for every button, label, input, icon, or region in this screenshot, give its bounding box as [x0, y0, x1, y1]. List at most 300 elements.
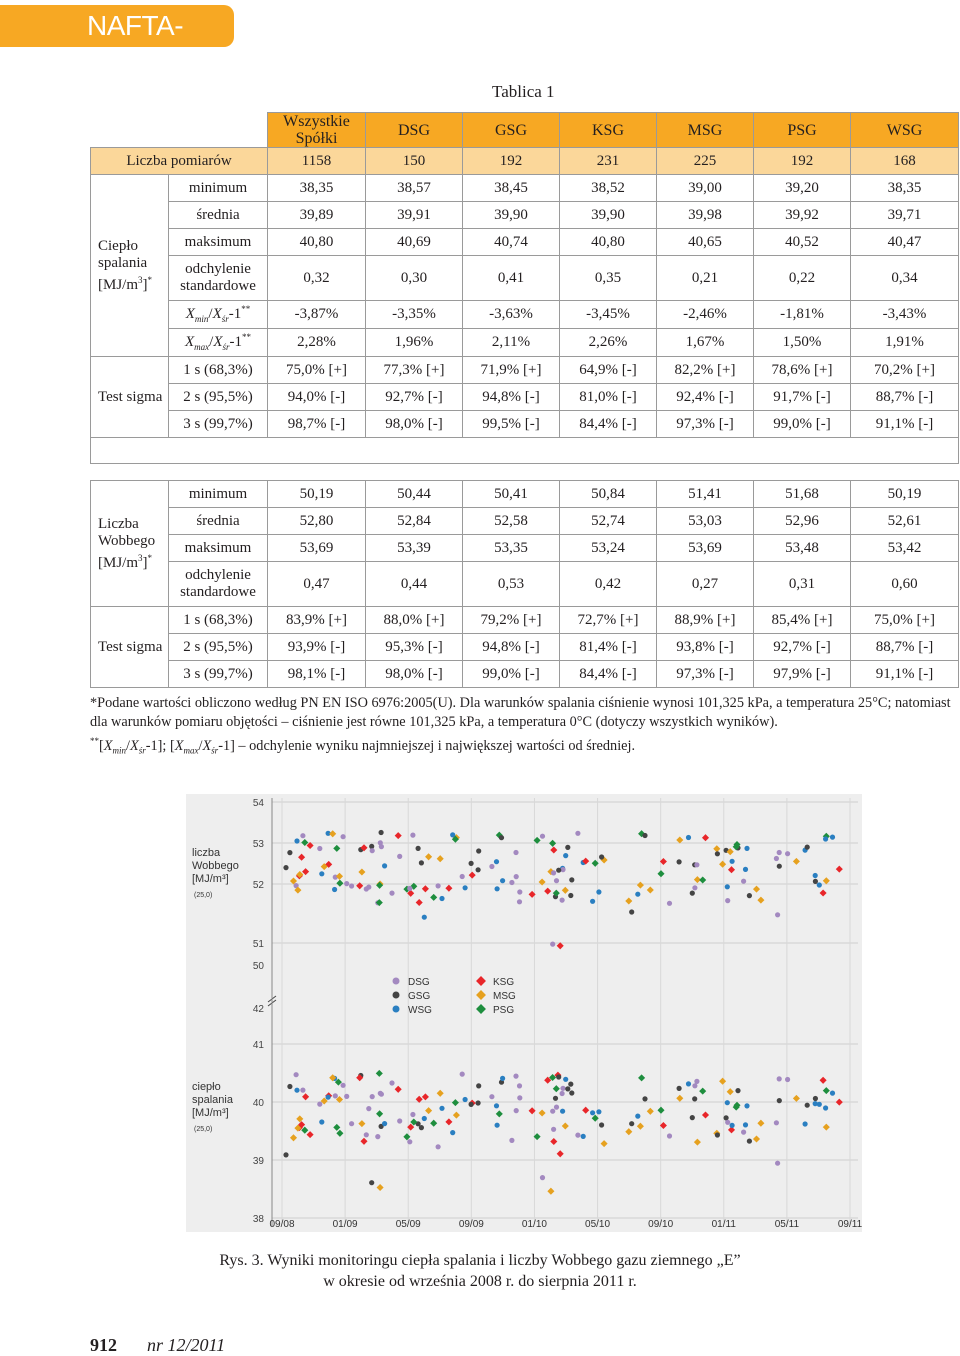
data-point	[407, 886, 412, 891]
data-point	[419, 860, 424, 865]
data-point	[539, 1109, 546, 1116]
data-point	[694, 862, 699, 867]
x-tick-label: 05/11	[774, 1219, 800, 1230]
spacer-row	[91, 438, 959, 464]
data-point	[489, 864, 494, 869]
data-point	[647, 1108, 654, 1115]
wobbe-tick-label: 54	[252, 798, 264, 809]
data-point	[439, 1106, 444, 1111]
issue-number: nr 12/2011	[147, 1335, 226, 1355]
data-point	[290, 1134, 297, 1141]
data-point	[747, 893, 752, 898]
data-point	[540, 834, 545, 839]
heat-tick-label: 41	[252, 1040, 264, 1051]
data-point	[625, 1128, 632, 1135]
data-point	[642, 1096, 647, 1101]
data-point	[657, 1107, 664, 1114]
data-point	[699, 876, 706, 883]
data-point	[657, 870, 664, 877]
data-point	[294, 1072, 299, 1077]
data-point	[692, 885, 697, 890]
data-point	[376, 1110, 383, 1117]
data-point	[344, 881, 349, 886]
legend-marker	[476, 1004, 486, 1014]
table-row: odchylenie standardowe 0,32 0,30 0,41 0,35 0,21 0,22 0,34	[91, 256, 959, 301]
data-point	[676, 836, 683, 843]
data-point	[637, 1123, 644, 1130]
x-tick-label: 09/08	[269, 1219, 295, 1230]
data-point	[307, 1131, 314, 1138]
data-point	[582, 1107, 589, 1114]
data-point	[436, 883, 441, 888]
data-point	[317, 846, 322, 851]
data-point	[690, 891, 695, 896]
wobbe-tick-label: 53	[252, 839, 264, 850]
heat-tick-label: 40	[252, 1098, 264, 1109]
data-point	[590, 1110, 595, 1115]
data-point	[317, 1102, 322, 1107]
chart-legend	[393, 976, 517, 1016]
data-point	[550, 1138, 557, 1145]
col-header: KSG	[560, 113, 657, 148]
data-point	[562, 887, 569, 894]
table-row: Test sigma 1 s (68,3%) 83,9% [+] 88,0% [+] 79,2% [+] 72,7% [+] 88,9% [+] 85,4% [+] 75,0% [+]	[91, 607, 959, 634]
wobbe-tick-label: 50	[252, 961, 264, 972]
x-tick-label: 09/09	[458, 1219, 484, 1230]
data-point	[777, 864, 782, 869]
data-point	[333, 1124, 340, 1131]
data-point	[629, 1121, 634, 1126]
data-point	[725, 1100, 730, 1105]
data-point	[369, 1180, 374, 1185]
data-point	[550, 1109, 555, 1114]
data-point	[382, 1121, 387, 1126]
chart-ticks	[253, 798, 862, 1230]
data-point	[830, 1091, 835, 1096]
data-point	[302, 868, 309, 875]
data-point	[830, 835, 835, 840]
table-notes	[90, 694, 958, 761]
data-point	[499, 835, 504, 840]
data-point	[469, 872, 476, 879]
data-point	[741, 1130, 746, 1135]
data-point	[741, 879, 746, 884]
data-point	[378, 840, 383, 845]
data-point	[813, 879, 818, 884]
page-footer	[90, 1335, 225, 1356]
data-point	[637, 882, 644, 889]
data-point	[813, 1096, 818, 1101]
data-point	[551, 1127, 556, 1132]
col-header: DSG	[366, 113, 463, 148]
data-point	[715, 851, 720, 856]
data-point	[422, 915, 427, 920]
data-point	[395, 1086, 402, 1093]
table-caption: Tablica 1	[492, 82, 555, 101]
xmin-label: $X_{min}/X_{śr}-1^{**}$	[169, 301, 268, 329]
data-point	[725, 884, 730, 889]
results-table-wobbe	[90, 480, 959, 688]
data-point	[686, 835, 691, 840]
data-point	[690, 1115, 695, 1120]
data-point	[407, 1139, 412, 1144]
data-point	[775, 1161, 780, 1166]
col-header: PSG	[754, 113, 851, 148]
data-point	[437, 1090, 444, 1097]
data-point	[735, 1088, 740, 1093]
legend-marker	[393, 992, 400, 999]
data-point	[715, 1132, 720, 1137]
data-point	[416, 846, 421, 851]
legend-label: MSG	[493, 991, 516, 1002]
table-row: 2 s (95,5%) 93,9% [-] 95,3% [-] 94,8% [-] 81,4% [-] 93,8% [-] 92,7% [-] 88,7% [-]	[91, 634, 959, 661]
data-point	[836, 866, 843, 873]
data-point	[349, 1121, 354, 1126]
data-point	[296, 1115, 303, 1122]
data-point	[389, 891, 394, 896]
data-point	[813, 1101, 818, 1106]
legend-label: DSG	[408, 977, 430, 988]
data-point	[747, 1139, 752, 1144]
col-header: GSG	[463, 113, 560, 148]
data-point	[453, 1112, 460, 1119]
table-row: odchylenie standardowe 0,47 0,44 0,53 0,42 0,27 0,31 0,60	[91, 562, 959, 607]
data-point	[635, 1114, 640, 1119]
data-point	[635, 892, 640, 897]
data-point	[725, 1120, 730, 1125]
data-point	[378, 1091, 383, 1096]
data-point	[777, 1098, 782, 1103]
note-1: *Podane wartości obliczono według PN EN ISO 6976:2005(U). Dla warunków spalania ciśnienie wynosi 101,325 kPa, a temperatura 25°C; natomiast dla warunków pomiaru objętości – ciśnienie jest równe 101,325 kPa, a temperatura 0°C (dotyczy wszystkich wyników).	[90, 695, 951, 730]
data-point	[476, 1083, 481, 1088]
heat-axis-title: spalania	[192, 1094, 233, 1106]
data-point	[517, 1095, 522, 1100]
wobbe-axis-title: Wobbego	[192, 860, 239, 872]
data-point	[422, 885, 429, 892]
data-point	[495, 1123, 500, 1128]
chart-svg	[186, 794, 862, 1232]
data-point	[817, 882, 822, 887]
x-tick-label: 01/09	[332, 1219, 358, 1230]
data-point	[823, 1105, 828, 1110]
data-point	[775, 912, 780, 917]
table-row: średnia 39,89 39,91 39,90 39,90 39,98 39,92 39,71	[91, 202, 959, 229]
wobbe-tick-label: 52	[252, 880, 264, 891]
data-point	[360, 1138, 367, 1145]
x-tick-label: 09/11	[837, 1219, 862, 1230]
table-row: 3 s (99,7%) 98,1% [-] 98,0% [-] 99,0% [-] 84,4% [-] 97,3% [-] 97,9% [-] 91,1% [-]	[91, 661, 959, 688]
data-point	[730, 859, 735, 864]
x-tick-label: 01/10	[521, 1219, 547, 1230]
x-tick-label: 05/09	[395, 1219, 421, 1230]
data-point	[551, 870, 556, 875]
data-point	[469, 861, 474, 866]
data-point	[319, 1119, 324, 1124]
data-point	[517, 889, 522, 894]
data-point	[554, 1105, 559, 1110]
data-point	[358, 868, 365, 875]
data-point	[333, 1093, 338, 1098]
data-point	[677, 859, 682, 864]
data-point	[332, 887, 337, 892]
col-header: MSG	[657, 113, 754, 148]
data-point	[777, 1076, 782, 1081]
data-point	[699, 1088, 706, 1095]
data-point	[494, 859, 499, 864]
data-point	[425, 853, 432, 860]
data-point	[556, 868, 561, 873]
x-tick-label: 09/10	[648, 1219, 674, 1230]
test-sigma-label: Test sigma	[91, 357, 169, 438]
data-point	[389, 1080, 394, 1085]
data-point	[596, 1109, 601, 1114]
data-point	[430, 894, 437, 901]
data-point	[757, 1120, 764, 1127]
data-point	[422, 1093, 429, 1100]
data-point	[283, 865, 288, 870]
data-point	[410, 833, 415, 838]
data-point	[416, 899, 423, 906]
data-point	[550, 942, 555, 947]
count-row: Liczba pomiarów 1158 150 192 231 225 192 168	[91, 148, 959, 175]
data-point	[692, 1096, 697, 1101]
data-point	[785, 1077, 790, 1082]
table-row: maksimum 53,69 53,39 53,35 53,24 53,69 53,48 53,42	[91, 535, 959, 562]
data-point	[560, 1091, 565, 1096]
data-point	[300, 833, 305, 838]
data-point	[667, 901, 672, 906]
data-point	[419, 1125, 424, 1130]
table-row: 3 s (99,7%) 98,7% [-] 98,0% [-] 99,5% [-] 84,4% [-] 97,3% [-] 99,0% [-] 91,1% [-]	[91, 411, 959, 438]
data-point	[397, 854, 402, 859]
data-point	[397, 1118, 402, 1123]
data-point	[554, 878, 559, 883]
data-point	[599, 854, 604, 859]
data-point	[376, 1070, 383, 1077]
group-label: Liczba Wobbego $[MJ/m^3]^*$	[91, 481, 169, 607]
data-point	[509, 1138, 514, 1143]
data-point	[410, 1112, 415, 1117]
data-point	[294, 838, 299, 843]
data-point	[803, 1121, 808, 1126]
table-row: $X_{min}/X_{śr}-1^{**}$ -3,87% -3,35% -3,63% -3,45% -2,46% -1,81% -3,43%	[91, 301, 959, 329]
header-row	[91, 113, 959, 148]
data-point	[300, 1088, 305, 1093]
data-point	[694, 1079, 699, 1084]
data-point	[553, 1096, 558, 1101]
data-point	[774, 856, 779, 861]
chart-axis-labels	[192, 847, 239, 1133]
chart-gridlines	[268, 798, 858, 1226]
data-point	[686, 1081, 691, 1086]
data-point	[341, 1083, 346, 1088]
data-point	[702, 1111, 709, 1118]
data-point	[463, 1097, 468, 1102]
data-point	[514, 1108, 519, 1113]
data-point	[509, 880, 514, 885]
data-point	[727, 1088, 734, 1095]
data-point	[344, 1094, 349, 1099]
wobbe-axis-ref: (25,0)	[194, 892, 213, 899]
data-point	[647, 886, 654, 893]
data-point	[757, 897, 764, 904]
data-point	[728, 866, 735, 873]
data-point	[382, 863, 387, 868]
data-point	[329, 830, 336, 837]
data-point	[377, 1184, 384, 1191]
data-point	[341, 834, 346, 839]
table-row: $X_{max}/X_{śr}-1^{**}$ 2,28% 1,96% 2,11% 2,26% 1,67% 1,50% 1,91%	[91, 329, 959, 357]
data-point	[596, 889, 601, 894]
heat-axis-title: ciepło	[192, 1081, 221, 1093]
wobbe-axis-title: [MJ/m³]	[192, 873, 229, 885]
data-point	[326, 1095, 331, 1100]
data-point	[370, 1094, 375, 1099]
data-point	[437, 855, 444, 862]
legend-label: KSG	[493, 977, 515, 988]
data-point	[513, 1074, 518, 1079]
data-point	[820, 1077, 827, 1084]
data-point	[494, 1103, 499, 1108]
data-point	[638, 1074, 645, 1081]
data-point	[565, 1086, 570, 1091]
data-point	[476, 1100, 481, 1105]
data-point	[550, 846, 557, 853]
data-point	[625, 897, 632, 904]
col-header: WSG	[851, 113, 959, 148]
data-point	[560, 1086, 565, 1091]
data-point	[569, 877, 574, 882]
data-point	[476, 867, 481, 872]
monitoring-chart	[186, 794, 862, 1232]
data-point	[560, 898, 565, 903]
legend-marker	[393, 1006, 400, 1013]
data-point	[743, 1122, 748, 1127]
data-point	[445, 1118, 452, 1125]
data-point	[805, 845, 810, 850]
data-point	[719, 1078, 726, 1085]
data-point	[422, 1116, 427, 1121]
data-point	[349, 883, 354, 888]
data-point	[513, 850, 518, 855]
legend-marker	[393, 978, 400, 985]
data-point	[581, 1134, 586, 1139]
data-point	[395, 832, 402, 839]
page-number: 912	[90, 1335, 117, 1355]
legend-label: PSG	[493, 1005, 515, 1016]
data-point	[553, 1085, 560, 1092]
data-point	[793, 858, 800, 865]
data-point	[562, 1122, 569, 1129]
data-point	[496, 1110, 503, 1117]
heat-axis-ref: (25,0)	[194, 1126, 213, 1133]
heat-axis-title: [MJ/m³]	[192, 1107, 229, 1119]
data-point	[575, 831, 580, 836]
data-point	[463, 885, 468, 890]
data-point	[569, 1090, 574, 1095]
data-point	[823, 836, 828, 841]
chart-points	[283, 830, 842, 1195]
data-point	[336, 1130, 343, 1137]
table-row: maksimum 40,80 40,69 40,74 40,80 40,65 40,52 40,47	[91, 229, 959, 256]
table-row: Ciepło spalania $[MJ/m^3]^*$ minimum 38,35 38,57 38,45 38,52 39,00 39,20 38,35	[91, 175, 959, 202]
data-point	[575, 1133, 580, 1138]
data-point	[358, 1120, 365, 1127]
data-point	[823, 1087, 830, 1094]
data-point	[366, 1106, 371, 1111]
table-row: 2 s (95,5%) 94,0% [-] 92,7% [-] 94,8% [-] 81,0% [-] 92,4% [-] 91,7% [-] 88,7% [-]	[91, 384, 959, 411]
results-table-heat	[90, 112, 959, 464]
data-point	[820, 889, 827, 896]
data-point	[702, 834, 709, 841]
wobbe-tick-label: 51	[252, 939, 264, 950]
data-point	[540, 1175, 545, 1180]
data-point	[283, 1152, 288, 1157]
data-point	[439, 896, 444, 901]
data-point	[370, 848, 375, 853]
data-point	[677, 1086, 682, 1091]
data-point	[495, 886, 500, 891]
data-point	[514, 874, 519, 879]
data-point	[366, 885, 371, 890]
data-point	[568, 1082, 573, 1087]
data-point	[601, 1140, 608, 1147]
legend-marker	[476, 976, 486, 986]
data-point	[517, 899, 522, 904]
data-point	[489, 1094, 494, 1099]
data-point	[379, 830, 384, 835]
data-point	[563, 853, 568, 858]
data-point	[777, 850, 782, 855]
test-sigma-label: Test sigma	[91, 607, 169, 688]
data-point	[557, 1150, 564, 1157]
data-point	[744, 1103, 749, 1108]
data-point	[813, 873, 818, 878]
data-point	[753, 886, 760, 893]
wobbe-axis-title: liczba	[192, 847, 221, 859]
x-tick-label: 01/11	[711, 1219, 736, 1230]
data-point	[364, 1132, 369, 1137]
data-point	[302, 1093, 309, 1100]
data-point	[560, 1109, 565, 1114]
legend-label: WSG	[408, 1005, 432, 1016]
data-point	[298, 854, 305, 861]
data-point	[336, 880, 343, 887]
data-point	[294, 1088, 299, 1093]
data-point	[356, 882, 363, 889]
data-point	[805, 1103, 810, 1108]
data-point	[469, 1102, 474, 1107]
data-point	[823, 1124, 830, 1131]
data-point	[774, 1120, 779, 1125]
data-point	[823, 877, 830, 884]
x-tick-label: 05/10	[585, 1219, 611, 1230]
data-point	[730, 1123, 735, 1128]
data-point	[460, 874, 465, 879]
data-point	[694, 1139, 701, 1146]
data-point	[333, 845, 340, 852]
data-point	[460, 1072, 465, 1077]
data-point	[565, 845, 570, 850]
data-point	[753, 1135, 760, 1142]
heat-tick-label: 39	[252, 1156, 264, 1167]
data-point	[544, 888, 551, 895]
data-point	[517, 1083, 522, 1088]
data-point	[642, 833, 647, 838]
data-point	[568, 893, 573, 898]
note-2: $^{**}[X_{min}/X_{śr}-1]$; $[X_{max}/X_{śr}-1]$ – odchylenie wyniku najmniejszej i największej wartości od średniej.	[90, 736, 636, 756]
data-point	[319, 871, 324, 876]
